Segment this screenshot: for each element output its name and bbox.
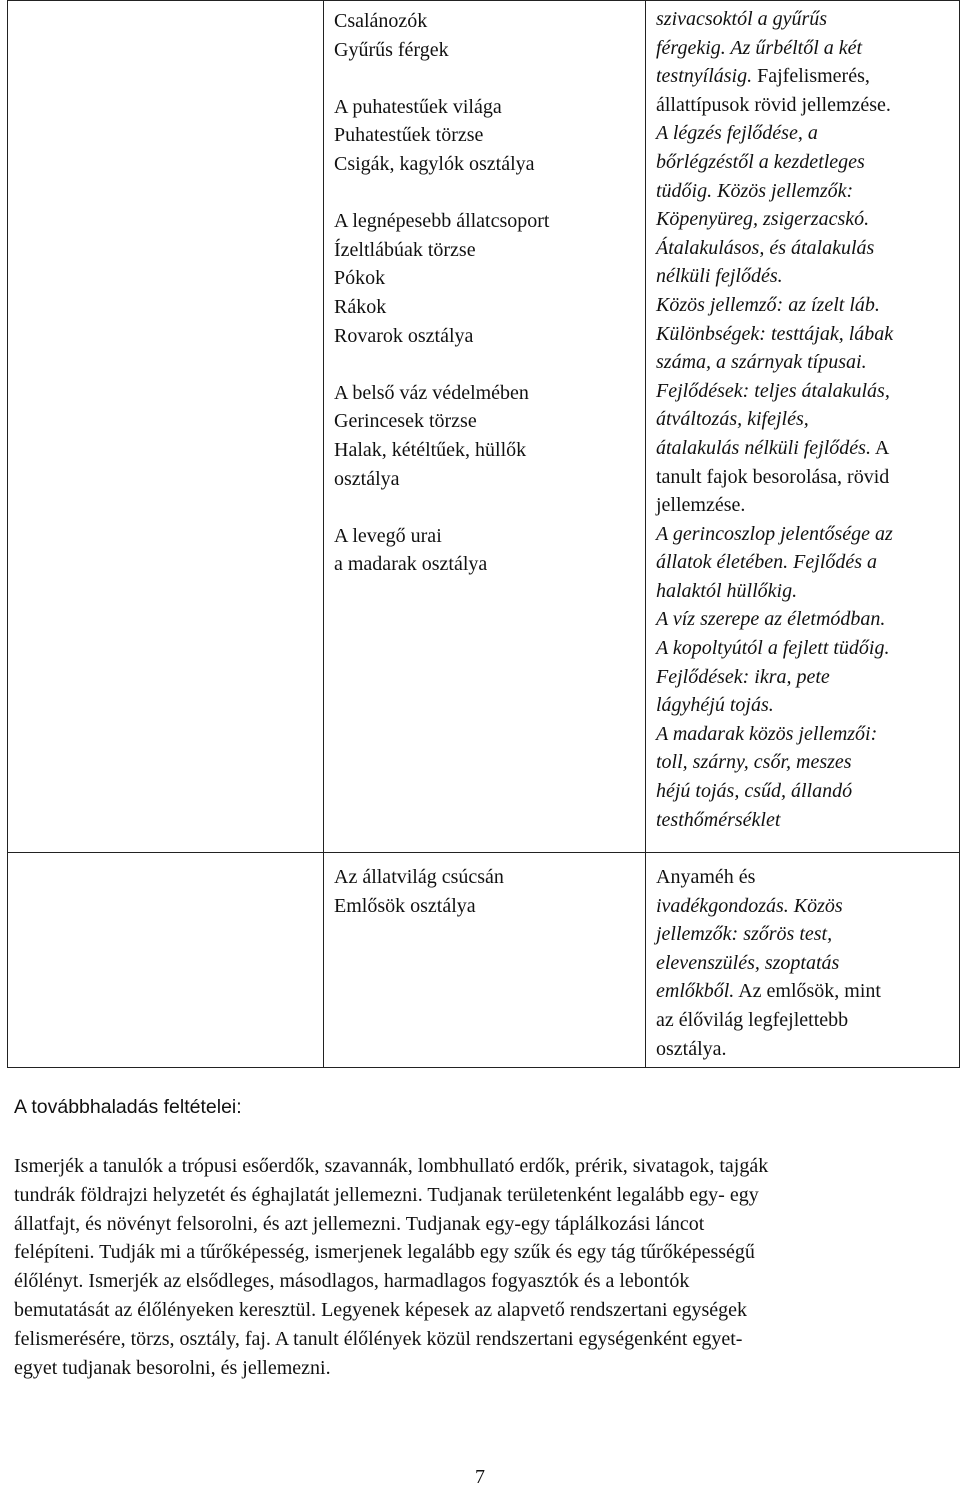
paragraph-line: élőlényt. Ismerjék az elsődleges, másodlagos, harmadlagos fogyasztók és a lebontók xyxy=(14,1270,690,1293)
topic-line: Puhatestűek törzse xyxy=(334,124,484,147)
description-line: állatok életében. Fejlődés a xyxy=(656,551,878,574)
text-fragment: Közös xyxy=(788,894,843,917)
paragraph-line: tundrák földrajzi helyzetét és éghajlatát jellemezni. Tudjanak területenként legalább egy- egy xyxy=(14,1183,759,1206)
topic-group xyxy=(334,7,639,64)
description-line: bőrlégzéstől a kezdetleges xyxy=(656,150,865,173)
description-line: Közös jellemző: az ízelt láb. xyxy=(656,293,880,316)
description-line xyxy=(656,977,953,1006)
topic-line: a madarak osztálya xyxy=(334,553,488,576)
text-fragment: Az emlősök, mint xyxy=(734,980,881,1003)
topic-group xyxy=(334,207,639,350)
topic-line: Halak, kétéltűek, hüllők xyxy=(334,438,527,461)
paragraph-line: felépíteni. Tudják mi a tűrőképesség, ismerjenek legalább egy szűk és egy tág tűrőképességű xyxy=(14,1241,755,1264)
table-row xyxy=(8,1,960,853)
topic-group xyxy=(334,522,639,579)
description-line: testhőmérséklet xyxy=(656,808,781,831)
description-line: A gerincoszlop jelentősége az xyxy=(656,522,893,545)
description-line: tüdőig. Közös jellemzők: xyxy=(656,179,854,202)
description-text xyxy=(646,1,959,838)
topic-line: Az állatvilág csúcsán xyxy=(334,866,504,888)
description-line: állattípusok rövid jellemzése. xyxy=(656,93,891,116)
description-line: szivacsoktól a gyűrűs xyxy=(656,8,828,30)
topic-group xyxy=(334,379,639,493)
description-line xyxy=(656,892,953,921)
topic-line: Csalánozók xyxy=(334,10,428,32)
topic-line: Pókok xyxy=(334,267,386,290)
requirements-paragraph xyxy=(14,1152,954,1382)
topic-list xyxy=(324,1,645,583)
italic-fragment: testnyílásig. xyxy=(656,65,753,88)
empty-cell xyxy=(8,1,324,853)
description-line: az élővilág legfejlettebb xyxy=(656,1008,849,1031)
italic-fragment: ivadékgondozás. xyxy=(656,894,789,917)
description-line: tanult fajok besorolása, rövid xyxy=(656,465,890,488)
text-fragment: Fajfelismerés, xyxy=(752,65,870,88)
topic-group xyxy=(334,93,639,179)
topic-cell xyxy=(324,853,646,1068)
topic-cell xyxy=(324,1,646,853)
description-line: száma, a szárnyak típusai. xyxy=(656,351,867,374)
page-number: 7 xyxy=(475,1466,485,1488)
topic-line: Emlősök osztálya xyxy=(334,894,476,917)
description-cell xyxy=(646,1,960,853)
description-cell xyxy=(646,853,960,1068)
description-line: Anyaméh és xyxy=(656,866,756,888)
description-line: A víz szerepe az életmódban. xyxy=(656,608,886,631)
description-line: héjú tojás, csűd, állandó xyxy=(656,780,853,803)
italic-fragment: emlőkből. xyxy=(656,980,735,1003)
description-text xyxy=(646,853,959,1067)
topic-line: Csigák, kagylók osztálya xyxy=(334,152,535,175)
topic-line: A legnépesebb állatcsoport xyxy=(334,210,550,233)
paragraph-line: felismerésére, törzs, osztály, faj. A tanult élőlények közül rendszertani egységenként egyet- xyxy=(14,1327,743,1350)
paragraph-line: Ismerjék a tanulók a trópusi esőerdők, szavannák, lombhullató erdők, prérik, sivatagok, tajgák xyxy=(14,1155,769,1177)
table-row xyxy=(8,853,960,1068)
section-heading: A továbbhaladás feltételei: xyxy=(14,1096,242,1118)
description-line: Átalakulásos, és átalakulás xyxy=(656,236,875,259)
description-line: A madarak közös jellemzői: xyxy=(656,722,878,745)
topic-line: Ízeltlábúak törzse xyxy=(334,238,476,261)
topic-line: osztálya xyxy=(334,467,400,490)
description-line: Különbségek: testtájak, lábak xyxy=(656,322,894,345)
description-line: férgekig. Az űrbéltől a két xyxy=(656,36,863,59)
topic-group xyxy=(334,863,639,920)
description-line xyxy=(656,62,953,91)
paragraph-line: bemutatását az élőlényeken keresztül. Legyenek képesek az alapvető rendszertani egységek xyxy=(14,1298,747,1321)
topic-line: Rákok xyxy=(334,295,387,318)
topic-line: A levegő urai xyxy=(334,524,442,547)
description-line: lágyhéjú tojás. xyxy=(656,694,774,717)
description-line: elevenszülés, szoptatás xyxy=(656,951,840,974)
empty-cell xyxy=(8,853,324,1068)
topic-line: A puhatestűek világa xyxy=(334,95,502,118)
description-line xyxy=(656,434,953,463)
curriculum-table xyxy=(7,0,960,1068)
topic-line: Gerincesek törzse xyxy=(334,410,477,433)
description-line: Fejlődések: ikra, pete xyxy=(656,665,830,688)
topic-line: Gyűrűs férgek xyxy=(334,38,449,61)
paragraph-line: egyet tudjanak besorolni, és jellemezni. xyxy=(14,1356,331,1379)
description-line: halaktól hüllőkig. xyxy=(656,579,798,602)
description-line: Köpenyüreg, zsigerzacskó. xyxy=(656,208,870,231)
description-line: A kopoltyútól a fejlett tüdőig. xyxy=(656,637,890,660)
text-fragment: A xyxy=(870,436,890,459)
description-line: A légzés fejlődése, a xyxy=(656,122,818,145)
description-line: jellemzők: szőrös test, xyxy=(656,923,833,946)
paragraph-line: állatfajt, és növényt felsorolni, és azt jellemezni. Tudjanak egy-egy táplálkozási láncot xyxy=(14,1212,705,1235)
topic-list xyxy=(324,853,645,924)
topic-line: A belső váz védelmében xyxy=(334,381,529,404)
description-line: Fejlődések: teljes átalakulás, xyxy=(656,379,890,402)
description-line: osztálya. xyxy=(656,1037,727,1060)
italic-fragment: átalakulás nélküli fejlődés. xyxy=(656,436,871,459)
description-line: jellemzése. xyxy=(656,494,746,517)
topic-line: Rovarok osztálya xyxy=(334,324,474,347)
description-line: nélküli fejlődés. xyxy=(656,265,783,288)
description-line: átváltozás, kifejlés, xyxy=(656,408,809,431)
description-line: toll, szárny, csőr, meszes xyxy=(656,751,852,774)
